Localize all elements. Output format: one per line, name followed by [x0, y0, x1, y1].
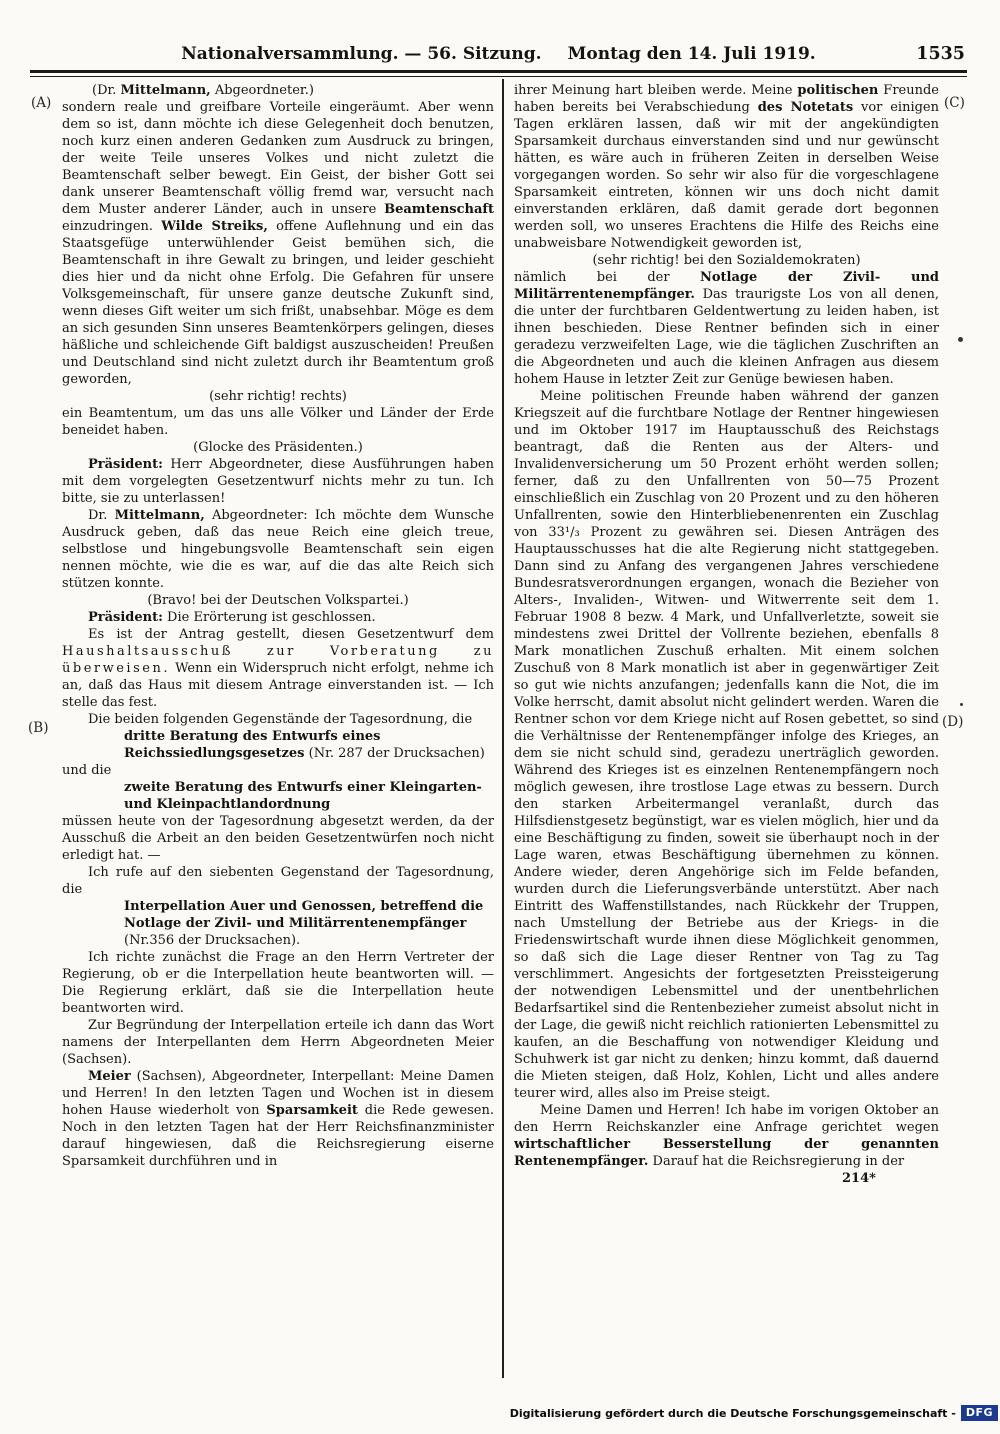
body-text: (Glocke des Präsidenten.) — [193, 440, 363, 455]
emphasis-text: dritte Beratung des Entwurfs eines Reichssiedlungsgesetzes — [124, 729, 381, 761]
paragraph-body — [62, 609, 494, 626]
body-text: müssen heute von der Tagesordnung abgesetzt werden, da der Ausschuß die Arbeit an den beiden Gesetzentwürfen noch nicht erledigt hat. — — [62, 814, 494, 863]
body-text: Darauf hat die Reichsregierung in der — [648, 1154, 905, 1169]
body-text: sondern reale und greifbare Vorteile eingeräumt. Aber wenn dem so ist, dann möchte ich diese Gelegenheit doch benutzen, noch kurz einen anderen Gedanken zum Ausdruck zu bringen, der weite Teile unseres Volkes und nicht zuletzt die Beamtenschaft selber bewegt. Ein Geist, der bisher Gott sei dank unserer Beamtenschaft völlig fremd war, versucht nach dem Muster anderer Länder, auch in unsere — [62, 100, 494, 217]
body-text: Abgeordneter: Ich möchte dem Wunsche Ausdruck geben, daß das neue Reich eine gleich treue, selbstlose und hingebungsvolle Beamtenschaft sein eigen nennen möchte, wie die es war, auf die das alte Reich sich stützen konnte. — [62, 508, 494, 591]
ink-speck — [958, 337, 963, 342]
margin-mark-d: (D) — [942, 714, 964, 730]
paragraph-note — [62, 82, 494, 99]
body-text: Das traurigste Los von all denen, die unter der furchtbaren Geldentwertung zu leiden haben, ist ihnen beschieden. Diese Rentner befinden sich in einer geradezu verzweifelten Lage, wie die täglichen Zuschriften an die Abgeordneten und auch die kleinen Anfragen aus diesem hohem Hause in letzter Zeit zur Genüge bewiesen haben. — [514, 287, 939, 387]
body-text: offene Auflehnung und ein das Staatsgefüge unterwühlender Geist bemühen sich, die Beamtenschaft in ihre Gewalt zu bringen, und leider geschieht dies hier und da nicht ohne Erfolg. Die Gefahren für unsere Volksgemeinschaft, für unsere ganze deutsche Zukunft sind, wenn dieses Gift weiter um sich frißt, unabsehbar. Möge es dem an sich gesunden Sinn unseres Beamtenkörpers gelingen, dieses häßliche und schleichende Gift baldigst auszuscheiden! Preußen und Deutschland sind nicht zuletzt durch ihr Beamtentum groß geworden, — [62, 219, 494, 387]
digitization-footer — [510, 1405, 998, 1421]
body-text: Meine politischen Freunde haben während der ganzen Kriegszeit auf die furchtbare Notlage der Rentner hingewiesen und im Oktober 1917 im Hauptausschuß des Reichstags beantragt, daß die Renten aus der Alters- und Invalidenversicherung um 50 Prozent erhöht werden sollen; ferner, daß zu den Unfallrenten von 50—75 Prozent einschließlich ein Zuschlag von 20 Prozent und zu den höheren Unfallrenten, sowie den Hinterbliebenenrenten ein Zuschlag von 33¹/₃ Prozent zu gewähren sei. Diesen Anträgen des Hauptausschusses hat die alte Regierung nicht stattgegeben. Dann sind zu Anfang des vergangenen Jahres verschiedene Bundesratsverordnungen ergangen, wonach die Bezieher von Alters-, Invaliden-, Witwen- und Witwerrente seit dem 1. Februar 1908 8 bezw. 4 Mark, und Unfallverletzte, soweit sie mindestens zwei Drittel der Vollrente beziehen, ebenfalls 8 Mark monatlichen Zuschuß erhalten. Mit einem solchen Zuschuß von 8 Mark monatlich ist aber in gegenwärtiger Zeit so gut wie nichts anzufangen; jedenfalls kann die Not, die im Volke herrscht, damit absolut nicht gelindert werden. Waren die Rentner schon vor dem Kriege nicht auf Rosen gebettet, so sind die Verhältnisse der Rentenempfänger infolge des Krieges, an dem sie nicht schuld sind, geradezu unerträglich geworden. Während des Krieges ist es einzelnen Rentenempfängern noch möglich gewesen, ihre trostlose Lage etwas zu bessern. Durch den starken Arbeitermangel veranlaßt, durch das Hilfsdienstgesetz begünstigt, war es vielen möglich, hier und da eine Beschäftigung zu finden, soweit sie überhaupt noch in der Lage waren, etwas Beschäftigung übernehmen zu können. Andere wieder, deren Angehörige sich im Felde befanden, wurden durch die Lieferungsverbände unterstützt. Aber nach Eintritt des Waffenstillstandes, nach Rückkehr der Truppen, nach Umstellung der Betriebe aus der Kriegs- in die Friedenswirtschaft wurde ihnen diese Möglichkeit genommen, so daß sich die Lage dieser Rentner von Tag zu Tag verschlimmert. Angesichts der fortgesetzten Preissteigerung der notwendigen Lebensmittel und der unentbehrlichen Bedarfsartikel sind die Rentenbezieher zumeist absolut nicht in der Lage, die gewiß nicht reichlich rationierten Lebensmittel zu kaufen, an die Beschaffung von notwendiger Kleidung und Schuhwerk ist gar nicht zu denken; hinzu kommt, daß dauernd die Mieten steigen, daß Holz, Kohlen, Licht und alles andere teurer wird, alles also im Preise steigt. — [514, 389, 939, 1101]
emphasis-text: Mittelmann, — [114, 508, 205, 523]
column-divider-rule — [502, 79, 504, 1378]
body-text: (Nr.356 der Drucksachen). — [124, 933, 301, 948]
session-date: Montag den 14. Juli 1919. — [567, 44, 816, 64]
ink-speck — [960, 703, 963, 706]
paragraph-cont — [514, 269, 939, 388]
body-text: 214* — [842, 1171, 876, 1186]
paragraph-body — [514, 388, 939, 1102]
margin-mark-b: (B) — [28, 720, 49, 736]
emphasis-text: Interpellation Auer und Genossen, betreffend die Notlage der Zivil- und Militärrentenempfänger — [124, 899, 484, 931]
body-text: (Bravo! bei der Deutschen Volkspartei.) — [147, 593, 409, 608]
emphasis-text: politischen — [797, 83, 879, 98]
body-text: (sehr richtig! bei den Sozialdemokraten) — [592, 253, 861, 268]
session-title: Nationalversammlung. — 56. Sitzung. — [181, 44, 542, 64]
paragraph-body — [62, 711, 494, 728]
body-text: Abgeordneter.) — [210, 83, 314, 98]
emphasis-text: des Notetats — [757, 100, 854, 115]
paragraph-body — [62, 1068, 494, 1170]
body-text: Es ist der Antrag gestellt, diesen Gesetzentwurf dem — [88, 627, 494, 642]
body-text: Dr. — [88, 508, 115, 523]
paragraph-cont — [62, 405, 494, 439]
header-rule-thick — [30, 70, 967, 73]
body-text: Freunde haben bereits bei Verabschiedung — [514, 83, 939, 115]
paragraph-body — [62, 864, 494, 898]
paragraph-stage — [62, 592, 494, 609]
paragraph-agenda — [124, 898, 494, 949]
right-text-column — [514, 82, 939, 1380]
paragraph-body — [62, 1017, 494, 1068]
emphasis-text: Präsident: — [88, 457, 163, 472]
body-text: einzudringen. — [62, 219, 162, 234]
paragraph-agenda — [124, 728, 494, 762]
body-text: ein Beamtentum, um das uns alle Völker und Länder der Erde beneidet haben. — [62, 406, 494, 438]
spaced-text: Haushaltsausschuß zur Vorberatung zu überweisen. — [62, 644, 494, 676]
emphasis-text: Notlage der Zivil- und Militärrentenempfänger. — [514, 270, 939, 302]
paragraph-cont — [514, 82, 939, 252]
paragraph-body — [62, 626, 494, 711]
emphasis-text: Präsident: — [88, 610, 163, 625]
margin-mark-c: (C) — [944, 95, 965, 111]
body-text: Zur Begründung der Interpellation erteile ich dann das Wort namens der Interpellanten dem Herrn Abgeordneten Meier (Sachsen). — [62, 1018, 494, 1067]
paragraph-cont — [62, 762, 494, 779]
paragraph-sig — [514, 1170, 939, 1187]
body-text: Die Erörterung ist geschlossen. — [162, 610, 376, 625]
margin-mark-a: (A) — [31, 95, 52, 111]
emphasis-text: Wilde Streiks, — [161, 219, 268, 234]
running-head — [30, 44, 967, 64]
paragraph-stage — [514, 252, 939, 269]
paragraph-body — [514, 1102, 939, 1170]
page-header — [30, 44, 967, 68]
dfg-logo: DFG — [961, 1405, 998, 1421]
body-text: (Nr. 287 der Drucksachen) — [304, 746, 485, 761]
body-text: ihrer Meinung hart bleiben werde. Meine — [514, 83, 798, 98]
emphasis-text: Beamtenschaft — [384, 202, 494, 217]
body-text: Wenn ein Widerspruch nicht erfolgt, nehme ich an, daß das Haus mit diesem Antrage einverstanden ist. — Ich stelle das fest. — [62, 661, 494, 710]
paragraph-stage — [62, 388, 494, 405]
emphasis-text: wirtschaftlicher Besserstellung der genannten Rentenempfänger. — [514, 1137, 939, 1169]
body-text: vor einigen Tagen erklären lassen, daß wir mit der angekündigten Sparsamkeit durchaus einverstanden sind und nur gewünscht hätten, es wäre auch in früheren Zeiten in derselben Weise vorgegangen worden. So sehr wir also für die vorgeschlagene Sparsamkeit eintreten, können wir uns doch nicht damit einverstanden erklären, daß damit gerade dort begonnen werden soll, wo unseres Erachtens die Hilfe des Reichs eine unabweisbare Notwendigkeit geworden ist, — [514, 100, 939, 251]
emphasis-text: Mittelmann, — [120, 83, 211, 98]
page-number: 1535 — [916, 44, 965, 64]
digitization-note: Digitalisierung gefördert durch die Deutsche Forschungsgemeinschaft - — [509, 1406, 956, 1420]
body-text: (Dr. — [92, 83, 121, 98]
emphasis-text: Meier — [88, 1069, 131, 1084]
body-text: Die beiden folgenden Gegenstände der Tagesordnung, die — [88, 712, 473, 727]
body-text: (Sachsen), Abgeordneter, Interpellant: Meine Damen und Herren! In den letzten Tagen und Wochen ist in diesem hohen Hause wiederholt von — [62, 1069, 494, 1118]
body-text: die Rede gewesen. Noch in den letzten Tagen hat der Herr Reichsfinanzminister darauf hingewiesen, daß die Reichsregierung eiserne Sparsamkeit durchführen und in — [62, 1103, 494, 1169]
emphasis-text: zweite Beratung des Entwurfs einer Kleingarten- und Kleinpachtlandordnung — [124, 780, 482, 812]
body-text: (sehr richtig! rechts) — [209, 389, 347, 404]
body-text: Ich richte zunächst die Frage an den Herrn Vertreter der Regierung, ob er die Interpellation heute beantworten will. — Die Regierung erklärt, daß sie die Interpellation heute beantworten wird. — [62, 950, 494, 1016]
emphasis-text: Sparsamkeit — [266, 1103, 358, 1118]
paragraph-stage — [62, 439, 494, 456]
left-text-column — [62, 82, 494, 1380]
body-text: Meine Damen und Herren! Ich habe im vorigen Oktober an den Herrn Reichskanzler eine Anfrage gerichtet wegen — [514, 1103, 939, 1135]
body-text: Ich rufe auf den siebenten Gegenstand der Tagesordnung, die — [62, 865, 494, 897]
body-text: Herr Abgeordneter, diese Ausführungen haben mit dem vorgelegten Gesetzentwurf nichts mehr zu tun. Ich bitte, sie zu unterlassen! — [62, 457, 494, 506]
paragraph-body — [62, 507, 494, 592]
paragraph-cont — [62, 99, 494, 388]
paragraph-agenda — [124, 779, 494, 813]
body-text: nämlich bei der — [514, 270, 700, 285]
paragraph-body — [62, 456, 494, 507]
paragraph-body — [62, 949, 494, 1017]
header-rule-thin — [30, 76, 967, 77]
body-text: und die — [62, 763, 112, 778]
paragraph-cont — [62, 813, 494, 864]
